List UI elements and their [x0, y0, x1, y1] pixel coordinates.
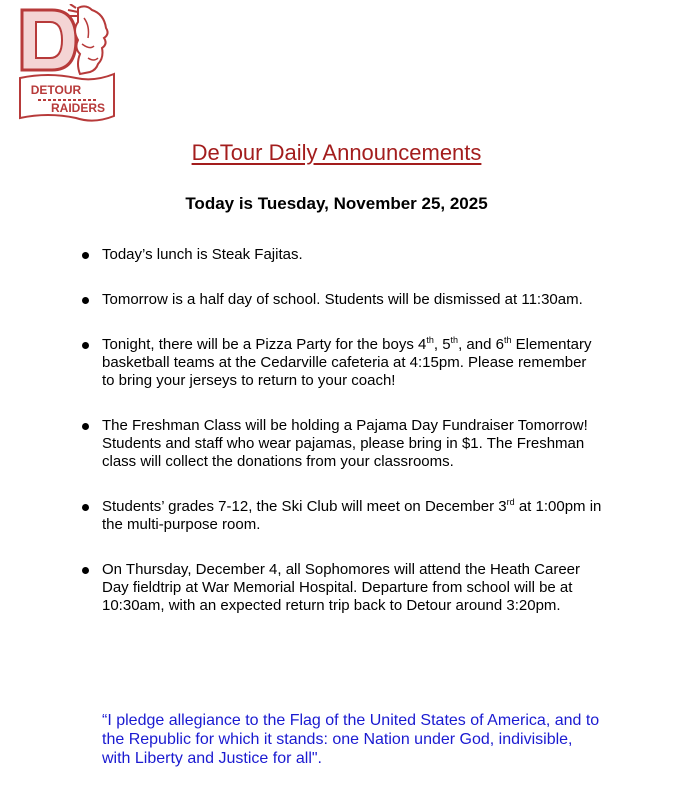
announcement-text: On Thursday, December 4, all Sophomores will attend the Heath Career Day fieldtrip at War Memorial Hospital. Departure from school will be at 10:30am, with an expected return trip back to Detour around 3:20pm.: [102, 561, 581, 614]
detour-raiders-logo: [18, 4, 118, 126]
announcement-item: [82, 246, 602, 264]
announcement-text: Today’s lunch is Steak Fajitas.: [102, 246, 303, 263]
announcement-item: [82, 561, 602, 615]
announcement-text: at 1:00pm in the multi-purpose room.: [102, 498, 602, 533]
announcement-item: [82, 336, 602, 390]
ordinal-suffix: th: [503, 335, 512, 345]
announcement-item: [82, 417, 602, 471]
announcement-item: [82, 498, 602, 534]
ordinal-suffix: rd: [506, 497, 515, 507]
announcement-text: , and 6: [458, 336, 504, 353]
announcement-text: Students’ grades 7-12, the Ski Club will meet on December 3: [102, 498, 507, 515]
logo-text-detour: DETOUR: [30, 83, 82, 97]
logo-text-raiders: RAIDERS: [50, 101, 106, 115]
announcement-list: [82, 246, 602, 615]
page-title: DeTour Daily Announcements: [191, 140, 482, 165]
announcement-text: Elementary basketball teams at the Cedarville cafeteria at 4:15pm. Please remember to bring your jerseys to return to your coach!: [102, 336, 592, 389]
announcement-text: Tomorrow is a half day of school. Students will be dismissed at 11:30am.: [102, 291, 583, 308]
ordinal-suffix: th: [450, 335, 459, 345]
announcement-text: The Freshman Class will be holding a Pajama Day Fundraiser Tomorrow! Students and staff who wear pajamas, please bring in $1. The Freshman class will collect the donations from your classrooms.: [102, 417, 588, 470]
announcement-text: Tonight, there will be a Pizza Party for the boys 4: [102, 336, 427, 353]
announcement-text: , 5: [433, 336, 451, 353]
pledge-of-allegiance: “I pledge allegiance to the Flag of the United States of America, and to the Republic for which it stands: one Nation under God, indivisible, with Liberty and Justice for all".: [102, 712, 600, 767]
announcement-item: [82, 291, 602, 309]
ordinal-suffix: th: [426, 335, 434, 345]
date-heading: Today is Tuesday, November 25, 2025: [185, 194, 488, 213]
